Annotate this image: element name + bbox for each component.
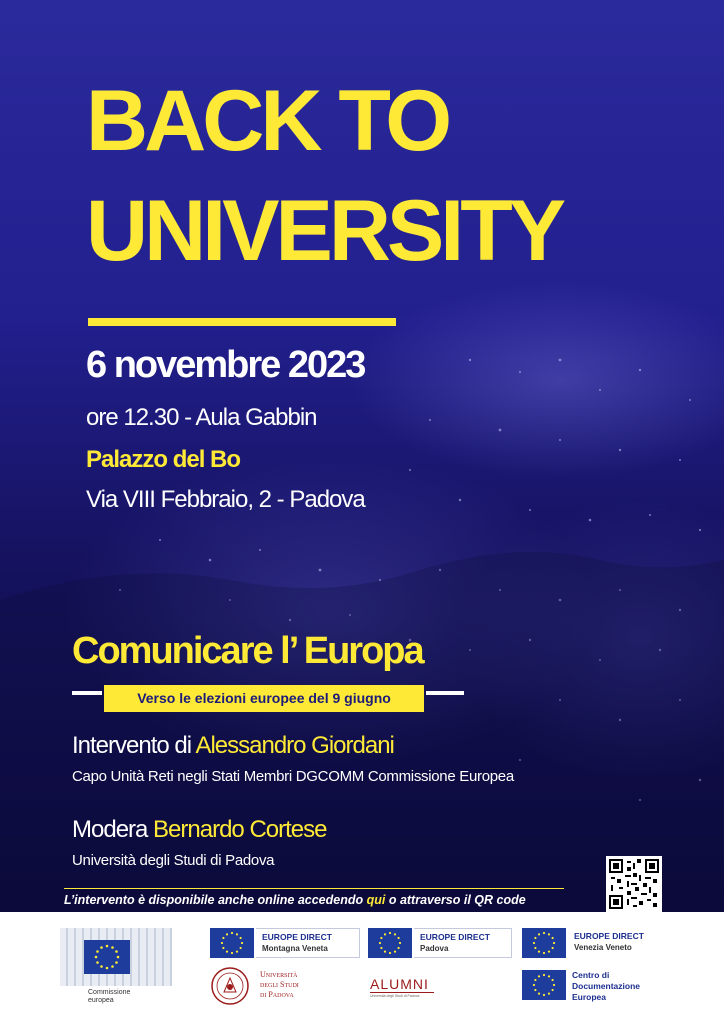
europe-direct-location: Venezia Veneto [574, 943, 632, 952]
section-title: Comunicare l’ Europa [72, 630, 423, 672]
ec-label: Commissione europea [88, 989, 131, 1005]
unipd-label: Università degli Studi di Padova [260, 970, 299, 999]
online-text-after: o attraverso il QR code [385, 893, 526, 907]
eu-flag-icon [522, 970, 566, 1000]
europe-direct-location: Montagna Veneta [262, 944, 328, 953]
europe-direct-montagna-logo [210, 928, 360, 960]
event-venue: Palazzo del Bo [86, 446, 241, 473]
centro-documentazione-logo [522, 970, 672, 1004]
europe-direct-label [414, 928, 512, 958]
moderator-name: Bernardo Cortese [153, 816, 327, 843]
europe-direct-label [568, 928, 672, 958]
online-link[interactable]: qui [366, 893, 386, 907]
subtitle-banner: Verso le elezioni europee del 9 giugno [104, 685, 424, 712]
europe-direct-label [256, 928, 360, 958]
speaker-role: Capo Unità Reti negli Stati Membri DGCOMM Commissione Europea [72, 768, 514, 785]
speaker-name: Alessandro Giordani [195, 732, 394, 759]
moderator-line [72, 816, 326, 844]
europe-direct-name: EUROPE DIRECT [420, 932, 490, 942]
university-seal-icon [210, 966, 250, 1006]
speaker-line [72, 732, 394, 760]
eu-flag-icon [522, 928, 566, 958]
event-address: Via VIII Febbraio, 2 - Padova [86, 486, 365, 513]
event-time: ore 12.30 - Aula Gabbin [86, 404, 317, 431]
online-text-before: L’intervento è disponibile anche online accedendo [64, 893, 367, 907]
subtitle-rule-right [426, 691, 464, 695]
title-line-2: UNIVERSITY [86, 183, 563, 279]
eu-flag-icon [84, 940, 130, 974]
moderator-prefix: Modera [72, 816, 154, 843]
eu-flag-icon [210, 928, 254, 958]
europe-direct-name: EUROPE DIRECT [574, 931, 644, 941]
qr-code[interactable] [606, 856, 662, 912]
moderator-organization: Università degli Studi di Padova [72, 852, 275, 869]
europe-direct-padova-logo [368, 928, 518, 960]
europe-direct-location: Padova [420, 944, 449, 953]
commissione-europea-logo [60, 928, 172, 1008]
alumni-name: ALUMNI [370, 976, 429, 992]
event-date: 6 novembre 2023 [86, 344, 365, 386]
cde-label: Centro di Documentazione Europea [572, 970, 641, 1002]
title-line-1: BACK TO [86, 73, 449, 169]
online-divider [64, 888, 564, 889]
unipd-logo [210, 966, 330, 1010]
speaker-prefix: Intervento di [72, 732, 196, 759]
alumni-subtitle: Università degli Studi di Padova [370, 992, 434, 998]
alumni-logo [370, 976, 434, 1010]
qr-code-icon [609, 859, 659, 909]
eu-flag-icon [368, 928, 412, 958]
online-notice [64, 893, 526, 907]
title-divider [88, 318, 396, 326]
europe-direct-venezia-logo [522, 928, 672, 960]
subtitle-rule-left [72, 691, 102, 695]
europe-direct-name: EUROPE DIRECT [262, 932, 332, 942]
